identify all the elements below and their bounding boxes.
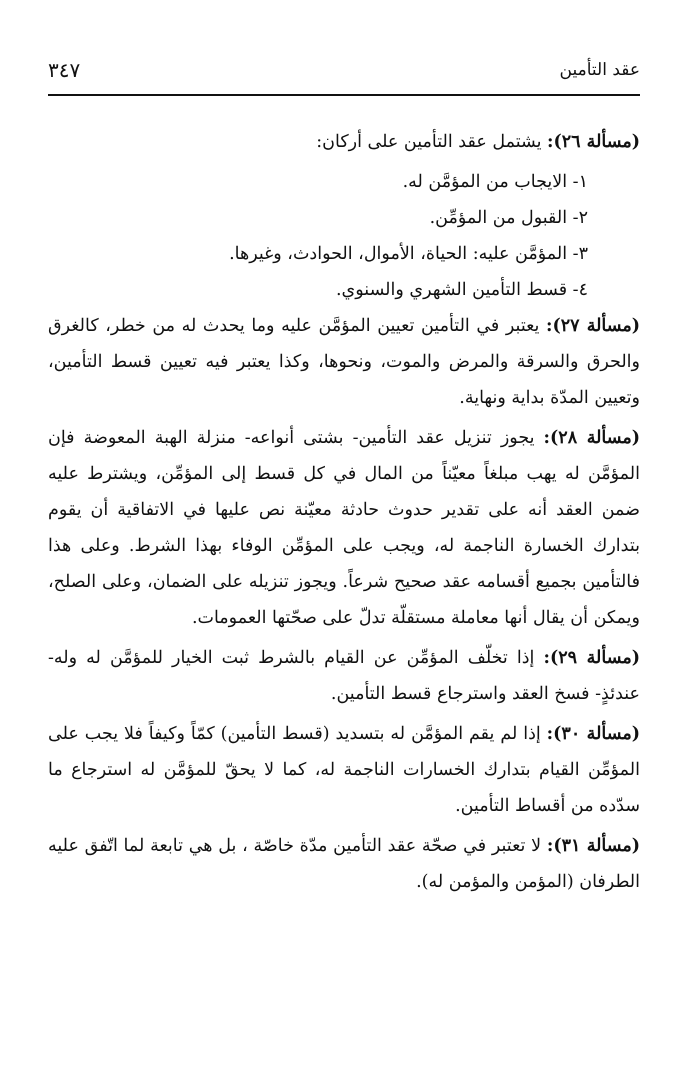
issue-label: (مسألة ٢٦): — [547, 132, 640, 152]
pillar-list-item: ١- الايجاب من المؤمَّن له. — [402, 172, 588, 192]
running-title: عقد التأمين — [559, 60, 640, 80]
book-page — [48, 58, 640, 904]
issue-label: (مسألة ٢٨): — [543, 428, 641, 448]
issue-label: (مسألة ٣٠): — [546, 724, 640, 744]
issue-text: يجوز تنزيل عقد التأمين- بشتى أنواعه- منزلة الهبة المعوضة فإن المؤمَّن له يهب مبلغاً معيّناً من المال في كل قسط إلى المؤمِّن، ويشترط عليه ضمن العقد أنه على تقدير حدوث حادثة معيّنة نص عليها في الاتفاقية أن يقوم بتدارك الخسارة الناجمة له، ويجب على المؤمِّن الوفاء بهذا الشرط. وعلى هذا فالتأمين بجميع أقسامه عقد صحيح شرعاً. ويجوز تنزيله على الضمان، وعلى الصلح، ويمكن أن يقال أنها معاملة مستقلّة تدلّ على صحّتها العمومات. — [48, 428, 640, 628]
issue-text: يعتبر في التأمين تعيين المؤمَّن عليه وما يحدث له من خطر، كالغرق والحرق والسرقة والمرض والموت، ونحوها، وكذا يعتبر فيه تعيين قسط التأمين، وتعيين المدّة بداية ونهاية. — [48, 316, 640, 408]
pillar-list-item: ٤- قسط التأمين الشهري والسنوي. — [335, 280, 588, 300]
issue-text: يشتمل عقد التأمين على أركان: — [316, 132, 548, 152]
issue-label: (مسألة ٣١): — [546, 836, 641, 856]
running-header — [48, 58, 640, 96]
pillar-list-item: ٣- المؤمَّن عليه: الحياة، الأموال، الحوادث، وغيرها. — [229, 244, 588, 264]
issue-29 — [48, 640, 640, 712]
issue-label: (مسألة ٢٩): — [543, 648, 640, 668]
issue-text: إذا لم يقم المؤمَّن له بتسديد (قسط التأمين) كمّاً وكيفاً فلا يجب على المؤمِّن القيام بتدارك الخسارات الناجمة له، كما لا يحقّ للمؤمَّن له استرجاع ما سدّده من أقساط التأمين. — [48, 724, 640, 816]
issue-26 — [48, 124, 640, 160]
issue-label: (مسألة ٢٧): — [546, 316, 641, 336]
issue-30 — [48, 716, 640, 824]
issue-text: إذا تخلّف المؤمِّن عن القيام بالشرط ثبت الخيار للمؤمَّن له وله- عندئذٍ- فسخ العقد واسترجاع قسط التأمين. — [48, 648, 640, 704]
issue-31 — [48, 828, 640, 900]
pillar-list-item: ٢- القبول من المؤمِّن. — [429, 208, 588, 228]
issue-27 — [48, 308, 640, 416]
issue-28 — [48, 420, 640, 636]
page-number: ٣٤٧ — [48, 58, 81, 82]
issue-text: لا تعتبر في صحّة عقد التأمين مدّة خاصّة ، بل هي تابعة لما اتّفق عليه الطرفان (المؤمن والمؤمن له). — [48, 836, 640, 892]
